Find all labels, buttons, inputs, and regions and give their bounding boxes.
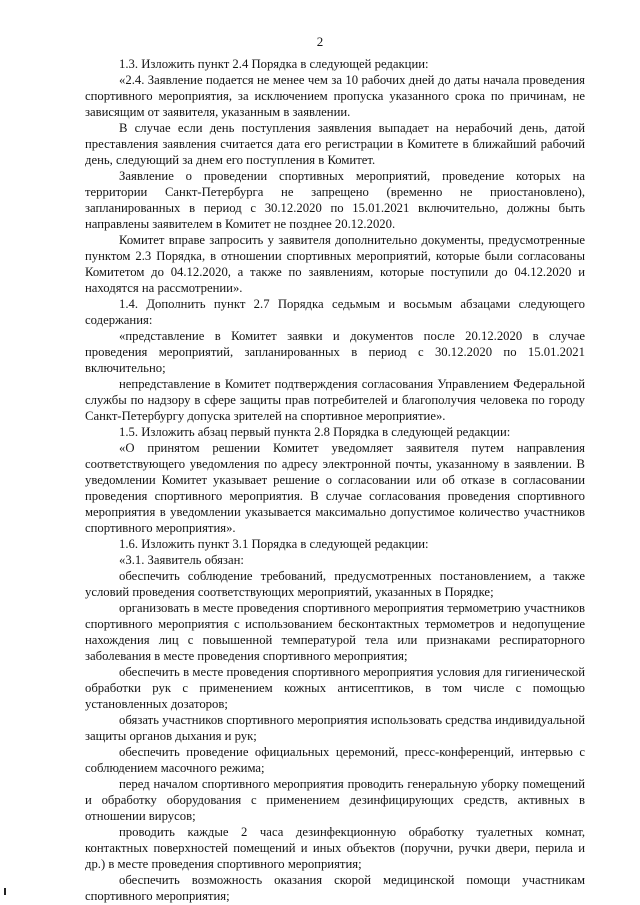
paragraph: Заявление о проведении спортивных мероприятий, проведение которых на территории Санкт-Петербурга не запрещено (временно не приостановлено), запланированных в период с 30.12.2020 по 15.01.2021 включительно, должны быть направлены заявителем в Комитет не позднее 20.12.2020. [85,169,585,231]
paragraph: «представление в Комитет заявки и документов после 20.12.2020 в случае проведения мероприятий, запланированных в период с 30.12.2020 по 15.01.2021 включительно; [85,329,585,375]
paragraph: проводить каждые 2 часа дезинфекционную обработку туалетных комнат, контактных поверхностей помещений и иных объектов (поручни, ручки двери, перила и др.) в месте проведения спортивного мероприятия; [85,825,585,871]
paragraph: «О принятом решении Комитет уведомляет заявителя путем направления соответствующего уведомления по адресу электронной почты, указанному в заявлении. В уведомлении Комитет указывает решение о согласовании или об отказе в согласовании проведения спортивного мероприятия. В случае согласования проведения спортивного мероприятия в уведомлении указывается максимально допустимое количество участников спортивного мероприятия». [85,441,585,535]
paragraph: обязать участников спортивного мероприятия использовать средства индивидуальной защиты органов дыхания и рук; [85,713,585,743]
scan-artifact [4,888,6,895]
paragraph: обеспечить в месте проведения спортивного мероприятия условия для гигиенической обработки рук с применением кожных антисептиков, в том числе с помощью установленных дозаторов; [85,665,585,711]
paragraph: Комитет вправе запросить у заявителя дополнительно документы, предусмотренные пунктом 2.3 Порядка, в отношении спортивных мероприятий, которые были согласованы Комитетом до 04.12.2020, а также по заявлениям, которые поступили до 04.12.2020 и находятся на рассмотрении». [85,233,585,295]
paragraph: 1.3. Изложить пункт 2.4 Порядка в следующей редакции: [119,57,429,71]
page-number: 2 [316,34,324,49]
paragraph: «3.1. Заявитель обязан: [119,553,244,567]
paragraph: перед началом спортивного мероприятия проводить генеральную уборку помещений и обработку оборудования с применением дезинфицирующих средств, активных в отношении вирусов; [85,777,585,823]
paragraph: непредставление в Комитет подтверждения согласования Управлением Федеральной службы по надзору в сфере защиты прав потребителей и благополучия человека по городу Санкт-Петербургу допуска зрителей на спортивное мероприятие». [85,377,585,423]
paragraph: 1.6. Изложить пункт 3.1 Порядка в следующей редакции: [119,537,429,551]
paragraph: обеспечить соблюдение требований, предусмотренных постановлением, а также условий проведения соответствующих мероприятий, указанных в Порядке; [85,569,585,599]
paragraph: В случае если день поступления заявления выпадает на нерабочий день, датой преставления заявления считается дата его регистрации в Комитете в ближайший рабочий день, следующий за днем его поступления в Комитет. [85,121,585,167]
paragraph: 1.5. Изложить абзац первый пункта 2.8 Порядка в следующей редакции: [119,425,511,439]
document-body [85,56,585,904]
paragraph: обеспечить проведение официальных церемоний, пресс-конференций, интервью с соблюдением масочного режима; [85,745,585,775]
paragraph: организовать в месте проведения спортивного мероприятия термометрию участников спортивного мероприятия с использованием бесконтактных термометров и недопущение нахождения лиц с повышенной температурой тела или признаками респираторного заболевания в месте проведения спортивного мероприятия; [85,601,585,663]
paragraph: «2.4. Заявление подается не менее чем за 10 рабочих дней до даты начала проведения спортивного мероприятия, за исключением пропуска указанного срока по причинам, не зависящим от заявителя, указанным в заявлении. [85,73,585,119]
paragraph: обеспечить возможность оказания скорой медицинской помощи участникам спортивного мероприятия; [85,873,585,903]
paragraph: 1.4. Дополнить пункт 2.7 Порядка седьмым и восьмым абзацами следующего содержания: [85,297,585,327]
